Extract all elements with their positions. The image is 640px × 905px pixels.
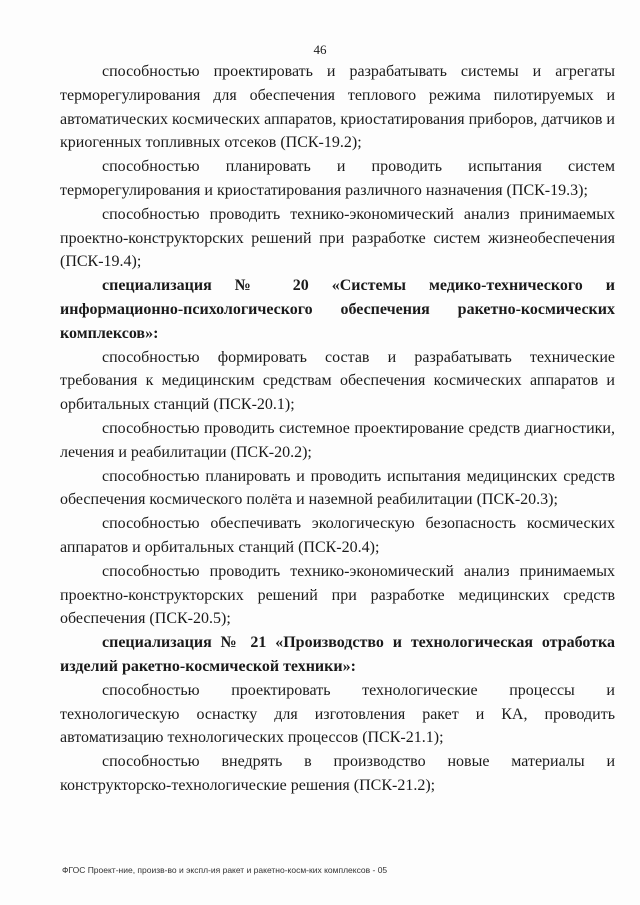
specialization-heading: специализация № 21 «Производство и технологическая отработка изделий ракетно-космической техники»: — [60, 634, 615, 675]
competency-item: способностью проектировать и разрабатывать системы и агрегаты терморегулирования для обеспечения теплового режима пилотируемых и автоматических космических аппаратов, криостатирования приборов, датчиков и криогенных топливных отсеков (ПСК-19.2); — [60, 63, 615, 152]
page-footer: ФГОС Проект-ние, произв-во и экспл-ия ракет и ракетно-косм-ких комплексов - 05 — [62, 865, 388, 875]
specialization-heading: специализация № 20 «Системы медико-технического и информационно-психологического обеспечения ракетно-космических комплексов»: — [60, 277, 615, 342]
competency-item: способностью планировать и проводить испытания медицинских средств обеспечения космического полёта и наземной реабилитации (ПСК-20.3); — [60, 467, 615, 509]
competency-item: способностью обеспечивать экологическую безопасность космических аппаратов и орбитальных станций (ПСК-20.4); — [60, 515, 615, 556]
document-body — [60, 60, 615, 798]
competency-item: способностью внедрять в производство новые материалы и конструкторско-технологические решения (ПСК-21.2); — [60, 753, 615, 794]
competency-item: способностью формировать состав и разрабатывать технические требования к медицинским средствам обеспечения космических аппаратов и орбитальных станций (ПСК-20.1); — [60, 348, 615, 414]
competency-item: способностью проводить технико-экономический анализ принимаемых проектно-конструкторских решений при разработке систем жизнеобеспечения (ПСК-19.4); — [60, 205, 615, 271]
competency-item: способностью проводить системное проектирование средств диагностики, лечения и реабилитации (ПСК-20.2); — [60, 419, 615, 461]
competency-item: способностью проектировать технологические процессы и технологическую оснастку для изготовления ракет и КА, проводить автоматизацию технологических процессов (ПСК-21.1); — [60, 681, 615, 747]
competency-item: способностью планировать и проводить испытания систем терморегулирования и криостатирования различного назначения (ПСК-19.3); — [60, 158, 615, 199]
page-number: 46 — [313, 42, 327, 57]
competency-item: способностью проводить технико-экономический анализ принимаемых проектно-конструкторских решений при разработке медицинских средств обеспечения (ПСК-20.5); — [60, 562, 615, 628]
